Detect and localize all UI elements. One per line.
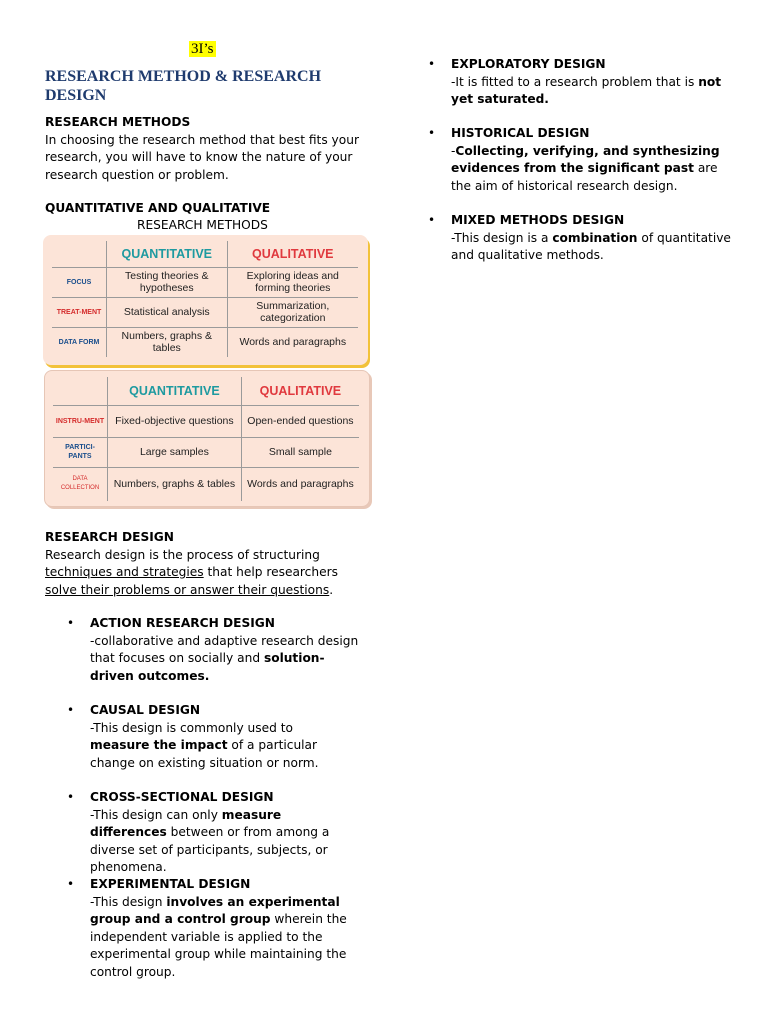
item-body: -This design can only measure differences between or from among a diverse set of participants, subjects, or phenomena. — [90, 807, 330, 874]
item-title: ACTION RESEARCH DESIGN — [90, 616, 276, 630]
cell-qualitative: Words and paragraphs — [227, 327, 358, 357]
item-title: CAUSAL DESIGN — [90, 703, 201, 717]
bullet-icon: • — [67, 877, 75, 891]
item-body: -It is fitted to a research problem that is not yet saturated. — [451, 74, 722, 106]
cell-quantitative: Statistical analysis — [107, 297, 228, 327]
col-header-quantitative: QUANTITATIVE — [107, 241, 228, 267]
table-corner — [53, 377, 108, 405]
item-title: CROSS-SECTIONAL DESIGN — [90, 790, 274, 804]
bullet-icon: • — [428, 213, 436, 227]
item-body: -Collecting, verifying, and synthesizing evidences from the significant past are the aim of historical research design. — [451, 143, 720, 193]
list-item — [67, 702, 355, 772]
item-body: -This design is a combination of quantitative and qualitative methods. — [451, 230, 731, 262]
table-corner — [52, 241, 107, 267]
col-header-qualitative: QUALITATIVE — [227, 241, 358, 267]
bullet-icon: • — [67, 616, 75, 630]
bullet-icon: • — [428, 126, 436, 140]
qq-subheading: RESEARCH METHODS — [137, 218, 268, 232]
research-methods-text: In choosing the research method that best fits your research, you will have to know the nature of your research question or problem. — [45, 132, 359, 182]
item-body: -collaborative and adaptive research design that focuses on socially and solution-driven outcomes. — [90, 633, 359, 683]
research-design-heading: RESEARCH DESIGN — [45, 530, 174, 544]
row-label: FOCUS — [52, 267, 107, 297]
intro-underline-1: techniques and strategies — [45, 565, 204, 579]
cell-qualitative: Words and paragraphs — [241, 467, 359, 501]
intro-period: . — [329, 582, 334, 597]
research-methods-heading: RESEARCH METHODS — [45, 115, 191, 129]
comparison-table-1 — [43, 235, 368, 365]
item-body: -This design involves an experimental group and a control group wherein the independent variable is applied to the experimental group while maintaining the control group. — [90, 894, 347, 979]
row-label: TREAT-MENT — [52, 297, 107, 327]
qq-heading: QUANTITATIVE AND QUALITATIVE — [45, 201, 271, 215]
item-title: EXPLORATORY DESIGN — [451, 57, 606, 71]
list-item — [428, 125, 731, 195]
row-label: DATA FORM — [52, 327, 107, 357]
cell-quantitative: Numbers, graphs & tables — [107, 327, 228, 357]
intro-underline-2: solve their problems or answer their questions — [45, 582, 330, 597]
research-design-intro — [45, 547, 365, 600]
list-item — [67, 876, 355, 981]
bullet-icon: • — [428, 57, 436, 71]
bullet-icon: • — [67, 703, 75, 717]
comparison-table-2 — [44, 370, 370, 507]
bullet-icon: • — [67, 790, 75, 804]
cell-qualitative: Small sample — [241, 437, 359, 467]
cell-quantitative: Numbers, graphs & tables — [108, 467, 242, 501]
col-header-quantitative: QUANTITATIVE — [108, 377, 242, 405]
cell-quantitative: Fixed-objective questions — [108, 405, 242, 437]
col-header-qualitative: QUALITATIVE — [241, 377, 359, 405]
item-title: EXPERIMENTAL DESIGN — [90, 877, 251, 891]
list-item — [428, 56, 731, 109]
research-methods-section — [45, 114, 375, 184]
page-title: RESEARCH METHOD & RESEARCH DESIGN — [45, 68, 322, 104]
intro-text: Research design is the process of structuring — [45, 547, 320, 562]
list-item — [67, 615, 362, 685]
item-title: MIXED METHODS DESIGN — [451, 213, 625, 227]
row-label: INSTRU-MENT — [53, 405, 108, 437]
cell-qualitative: Summarization, categorization — [227, 297, 358, 327]
cell-qualitative: Open-ended questions — [241, 405, 359, 437]
badge-text: 3I’s — [191, 41, 214, 57]
row-label: PARTICI-PANTS — [53, 437, 108, 467]
intro-text: that help researchers — [203, 565, 338, 579]
badge — [189, 40, 216, 58]
list-item — [428, 212, 736, 265]
cell-qualitative: Exploring ideas and forming theories — [227, 267, 358, 297]
cell-quantitative: Testing theories & hypotheses — [107, 267, 228, 297]
research-design-section — [45, 529, 365, 599]
list-item — [67, 789, 355, 877]
cell-quantitative: Large samples — [108, 437, 242, 467]
item-title: HISTORICAL DESIGN — [451, 126, 590, 140]
item-body: -This design is commonly used to measure the impact of a particular change on existing situation or norm. — [90, 720, 319, 770]
row-label: DATA COLLECTION — [53, 467, 108, 501]
